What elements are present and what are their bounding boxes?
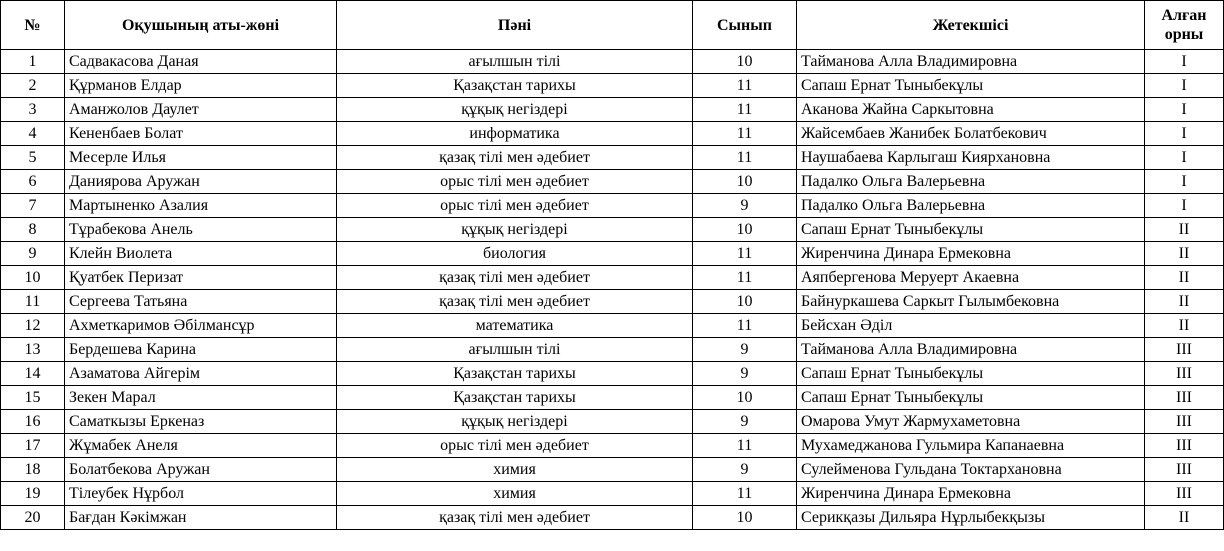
cell-student-name: Сергеева Татьяна [65, 290, 337, 314]
cell-student-name: Жұмабек Анеля [65, 434, 337, 458]
cell-place: II [1145, 218, 1224, 242]
cell-grade: 11 [693, 266, 797, 290]
cell-place: I [1145, 194, 1224, 218]
cell-supervisor: Серикқазы Дильяра Нұрлыбекқызы [797, 506, 1145, 530]
cell-place: III [1145, 338, 1224, 362]
cell-place: II [1145, 266, 1224, 290]
cell-supervisor: Бейсхан Әділ [797, 314, 1145, 338]
cell-grade: 11 [693, 242, 797, 266]
cell-supervisor: Сапаш Ернат Тыныбекұлы [797, 386, 1145, 410]
table-row [1, 290, 1224, 314]
header-number: № [1, 1, 65, 50]
cell-subject: математика [337, 314, 693, 338]
cell-student-name: Зекен Марал [65, 386, 337, 410]
cell-student-name: Болатбекова Аружан [65, 458, 337, 482]
cell-student-name: Саматкызы Еркеназ [65, 410, 337, 434]
cell-grade: 11 [693, 314, 797, 338]
cell-subject: ағылшын тілі [337, 338, 693, 362]
header-student-name: Оқушының аты-жөні [65, 1, 337, 50]
cell-number: 3 [1, 98, 65, 122]
table-row [1, 434, 1224, 458]
cell-place: I [1145, 50, 1224, 74]
cell-place: III [1145, 482, 1224, 506]
header-row [1, 1, 1224, 50]
cell-number: 14 [1, 362, 65, 386]
cell-subject: қазақ тілі мен әдебиет [337, 146, 693, 170]
cell-supervisor: Падалко Ольга Валерьевна [797, 194, 1145, 218]
cell-number: 9 [1, 242, 65, 266]
cell-number: 4 [1, 122, 65, 146]
cell-subject: құқық негіздері [337, 410, 693, 434]
cell-place: II [1145, 506, 1224, 530]
cell-grade: 10 [693, 218, 797, 242]
cell-supervisor: Аяпбергенова Меруерт Акаевна [797, 266, 1145, 290]
cell-subject: информатика [337, 122, 693, 146]
cell-supervisor: Жиренчина Динара Ермековна [797, 482, 1145, 506]
cell-number: 20 [1, 506, 65, 530]
cell-place: II [1145, 242, 1224, 266]
table-row [1, 458, 1224, 482]
cell-place: I [1145, 74, 1224, 98]
table-row [1, 50, 1224, 74]
cell-supervisor: Тайманова Алла Владимировна [797, 338, 1145, 362]
header-grade: Сынып [693, 1, 797, 50]
table-row [1, 74, 1224, 98]
table-row [1, 338, 1224, 362]
cell-number: 19 [1, 482, 65, 506]
cell-supervisor: Омарова Умут Жармухаметовна [797, 410, 1145, 434]
cell-supervisor: Аканова Жайна Саркытовна [797, 98, 1145, 122]
cell-grade: 11 [693, 482, 797, 506]
table-body [1, 50, 1224, 530]
cell-number: 11 [1, 290, 65, 314]
cell-subject: ағылшын тілі [337, 50, 693, 74]
cell-subject: құқық негіздері [337, 218, 693, 242]
table-row [1, 170, 1224, 194]
cell-number: 6 [1, 170, 65, 194]
cell-supervisor: Мухамеджанова Гульмира Капанаевна [797, 434, 1145, 458]
cell-place: II [1145, 290, 1224, 314]
cell-student-name: Садвакасова Даная [65, 50, 337, 74]
table-row [1, 410, 1224, 434]
cell-supervisor: Сапаш Ернат Тыныбекұлы [797, 362, 1145, 386]
cell-grade: 10 [693, 506, 797, 530]
cell-student-name: Құрманов Елдар [65, 74, 337, 98]
cell-supervisor: Наушабаева Карлыгаш Киярхановна [797, 146, 1145, 170]
cell-place: II [1145, 314, 1224, 338]
cell-number: 10 [1, 266, 65, 290]
cell-supervisor: Падалко Ольга Валерьевна [797, 170, 1145, 194]
cell-place: I [1145, 98, 1224, 122]
cell-grade: 10 [693, 50, 797, 74]
table-row [1, 146, 1224, 170]
cell-subject: қазақ тілі мен әдебиет [337, 290, 693, 314]
cell-place: I [1145, 170, 1224, 194]
cell-subject: қазақ тілі мен әдебиет [337, 266, 693, 290]
cell-number: 5 [1, 146, 65, 170]
cell-place: I [1145, 122, 1224, 146]
header-place: Алған орны [1145, 1, 1224, 50]
header-supervisor: Жетекшісі [797, 1, 1145, 50]
cell-number: 16 [1, 410, 65, 434]
cell-grade: 11 [693, 98, 797, 122]
cell-student-name: Кененбаев Болат [65, 122, 337, 146]
cell-supervisor: Сулейменова Гульдана Токтархановна [797, 458, 1145, 482]
table-row [1, 386, 1224, 410]
cell-student-name: Тілеубек Нұрбол [65, 482, 337, 506]
cell-subject: химия [337, 482, 693, 506]
cell-grade: 9 [693, 458, 797, 482]
cell-number: 2 [1, 74, 65, 98]
cell-student-name: Қуатбек Перизат [65, 266, 337, 290]
cell-student-name: Мартыненко Азалия [65, 194, 337, 218]
cell-place: III [1145, 410, 1224, 434]
cell-grade: 10 [693, 386, 797, 410]
cell-number: 1 [1, 50, 65, 74]
table-row [1, 194, 1224, 218]
cell-student-name: Тұрабекова Анель [65, 218, 337, 242]
cell-subject: Қазақстан тарихы [337, 74, 693, 98]
cell-subject: құқық негіздері [337, 98, 693, 122]
cell-student-name: Бердешева Карина [65, 338, 337, 362]
cell-subject: Қазақстан тарихы [337, 386, 693, 410]
cell-number: 13 [1, 338, 65, 362]
cell-supervisor: Жайсембаев Жанибек Болатбекович [797, 122, 1145, 146]
cell-place: III [1145, 386, 1224, 410]
cell-supervisor: Сапаш Ернат Тыныбекұлы [797, 218, 1145, 242]
cell-grade: 9 [693, 410, 797, 434]
cell-student-name: Клейн Виолета [65, 242, 337, 266]
table-row [1, 266, 1224, 290]
table-row [1, 242, 1224, 266]
cell-supervisor: Жиренчина Динара Ермековна [797, 242, 1145, 266]
cell-place: III [1145, 362, 1224, 386]
cell-subject: орыс тілі мен әдебиет [337, 170, 693, 194]
cell-place: III [1145, 458, 1224, 482]
cell-grade: 10 [693, 290, 797, 314]
cell-subject: қазақ тілі мен әдебиет [337, 506, 693, 530]
cell-number: 15 [1, 386, 65, 410]
cell-grade: 9 [693, 194, 797, 218]
cell-supervisor: Байнуркашева Саркыт Гылымбековна [797, 290, 1145, 314]
cell-grade: 11 [693, 122, 797, 146]
cell-place: III [1145, 434, 1224, 458]
cell-subject: химия [337, 458, 693, 482]
cell-place: I [1145, 146, 1224, 170]
cell-subject: Қазақстан тарихы [337, 362, 693, 386]
cell-grade: 11 [693, 434, 797, 458]
table-row [1, 362, 1224, 386]
table-row [1, 314, 1224, 338]
cell-grade: 11 [693, 74, 797, 98]
cell-grade: 9 [693, 338, 797, 362]
cell-supervisor: Тайманова Алла Владимировна [797, 50, 1145, 74]
header-subject: Пәні [337, 1, 693, 50]
cell-number: 12 [1, 314, 65, 338]
cell-student-name: Месерле Илья [65, 146, 337, 170]
cell-subject: орыс тілі мен әдебиет [337, 434, 693, 458]
cell-student-name: Даниярова Аружан [65, 170, 337, 194]
cell-grade: 10 [693, 170, 797, 194]
table-row [1, 98, 1224, 122]
table-row [1, 506, 1224, 530]
cell-student-name: Аманжолов Даулет [65, 98, 337, 122]
cell-student-name: Бағдан Кәкімжан [65, 506, 337, 530]
cell-grade: 11 [693, 146, 797, 170]
table-row [1, 218, 1224, 242]
cell-number: 8 [1, 218, 65, 242]
cell-grade: 9 [693, 362, 797, 386]
cell-number: 7 [1, 194, 65, 218]
cell-supervisor: Сапаш Ернат Тыныбекұлы [797, 74, 1145, 98]
cell-subject: орыс тілі мен әдебиет [337, 194, 693, 218]
cell-subject: биология [337, 242, 693, 266]
table-row [1, 482, 1224, 506]
cell-number: 17 [1, 434, 65, 458]
cell-student-name: Ахметкаримов Әбілмансұр [65, 314, 337, 338]
table-row [1, 122, 1224, 146]
cell-number: 18 [1, 458, 65, 482]
cell-student-name: Азаматова Айгерім [65, 362, 337, 386]
